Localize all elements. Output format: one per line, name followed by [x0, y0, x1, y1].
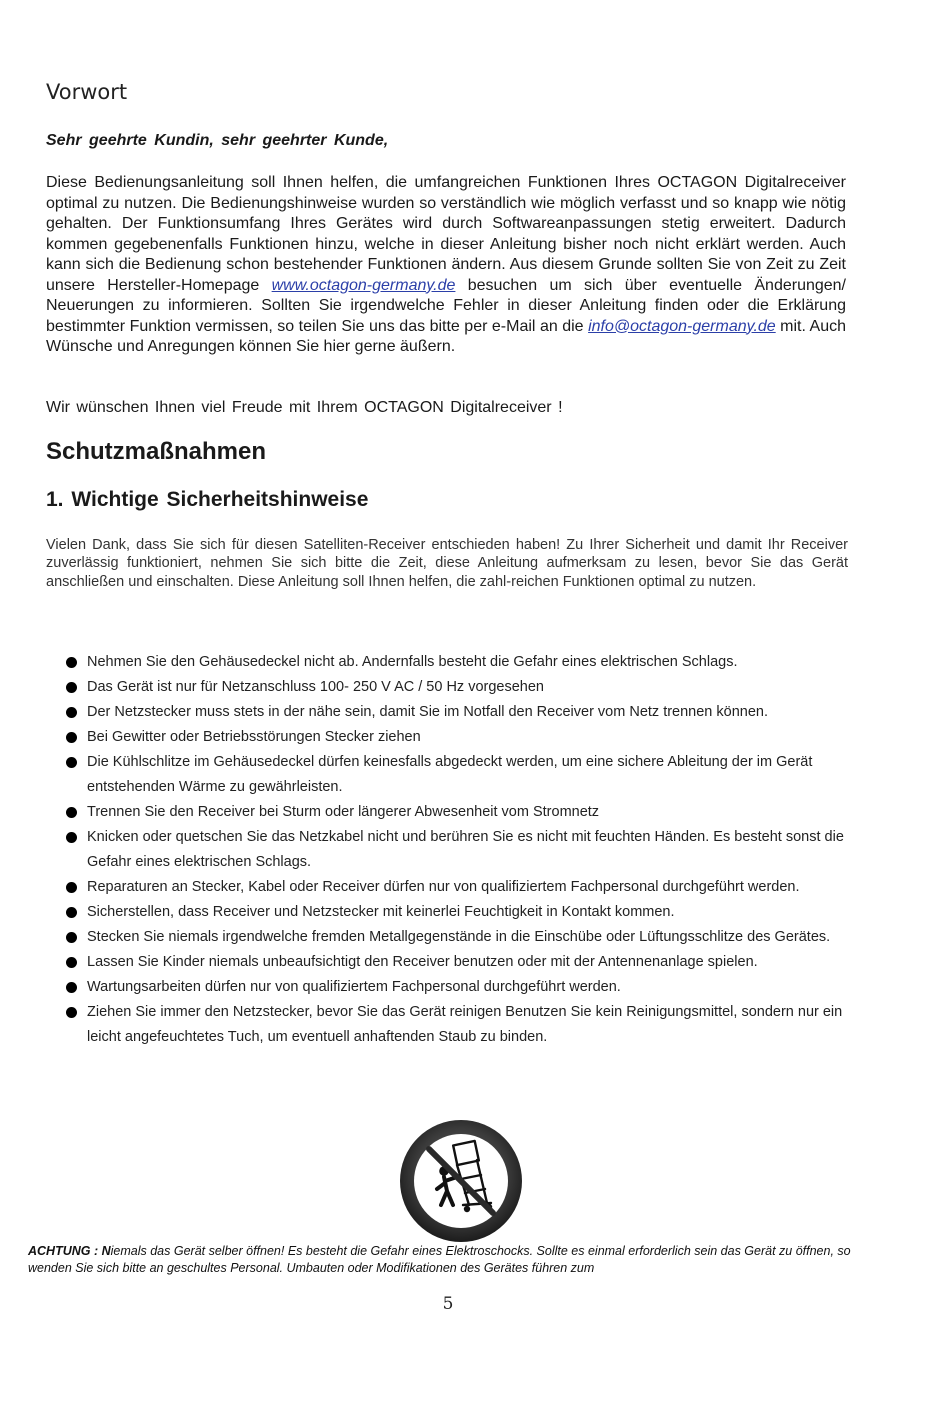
- email-link[interactable]: info@octagon-germany.de: [588, 317, 776, 335]
- bullet-icon: [66, 932, 77, 943]
- foreword-heading: Vorwort: [46, 80, 128, 104]
- bullet-icon: [66, 907, 77, 918]
- achtung-text: iemals das Gerät selber öffnen! Es besteht die Gefahr eines Elektroschocks. Sollte es einmal erforderlich sein das Gerät zu öffnen, so wenden Sie sich bitte an geschultes Personal. Umbauten oder Modifikationen des Gerätes führen zum: [28, 1244, 851, 1275]
- list-item: Nehmen Sie den Gehäusedeckel nicht ab. Andernfalls besteht die Gefahr eines elektrischen Schlags.: [60, 650, 855, 675]
- bullet-icon: [66, 732, 77, 743]
- list-item: Lassen Sie Kinder niemals unbeaufsichtigt den Receiver benutzen oder mit der Antennenanlage spielen.: [60, 950, 855, 975]
- list-item: Stecken Sie niemals irgendwelche fremden Metallgegenstände in die Einschübe oder Lüftungsschlitze des Gerätes.: [60, 925, 855, 950]
- intro-paragraph: [46, 173, 846, 358]
- thanks-paragraph: Vielen Dank, dass Sie sich für diesen Satelliten-Receiver entschieden haben! Zu Ihrer Sicherheit und damit Ihr Receiver zuverlässig funktioniert, nehmen Sie sich bitte die Zeit, diese Anleitung aufmerksam zu lesen, bevor Sie das Gerät anschließen und einschalten. Diese Anleitung soll Ihnen helfen, die zahl-reichen Funktionen optimal zu nutzen.: [46, 537, 848, 590]
- intro-text-1: Diese Bedienungsanleitung soll Ihnen helfen, die umfangreichen Funktionen Ihres OCTAGON Digitalreceiver optimal zu nutzen. Die Bedienungshinweise wurden so verständlich wie möglich verfasst und so knapp wie nötig gehalten. Der Funktionsumfang Ihres Gerätes wird durch Softwareanpassungen stetig erweitert. Dadurch kommen gegebenenfalls Funktionen hinzu, welche in dieser Anleitung bisher noch nicht erklärt werden. Auch kann sich die Bedienung schon bestehender Funktionen ändern. Aus diesem Grunde sollten Sie von Zeit zu Zeit unsere Hersteller-Homepage: [46, 174, 846, 294]
- salutation: Sehr geehrte Kundin, sehr geehrter Kunde,: [46, 132, 389, 149]
- intro-text-2: besuchen um sich über eventuelle Änderungen/ Neuerungen zu informieren. Sollten Sie irgendwelche Fehler in dieser Anleitung finden oder die Erklärung bestimmter Funktion vermissen, so teilen Sie uns das bitte per e-Mail an die: [46, 276, 847, 335]
- list-item: Reparaturen an Stecker, Kabel oder Receiver dürfen nur von qualifiziertem Fachpersonal durchgeführt werden.: [60, 875, 855, 900]
- bullet-icon: [66, 657, 77, 668]
- protection-heading: Schutzmaßnahmen: [46, 438, 267, 465]
- list-item: Trennen Sie den Receiver bei Sturm oder längerer Abwesenheit vom Stromnetz: [60, 800, 855, 825]
- bullet-icon: [66, 982, 77, 993]
- bullet-icon: [66, 707, 77, 718]
- intro-text-3: mit. Auch Wünsche und Anregungen können Sie hier gerne äußern.: [46, 317, 847, 355]
- bullet-icon: [66, 807, 77, 818]
- achtung-label: ACHTUNG : N: [28, 1244, 111, 1258]
- bullet-icon: [66, 957, 77, 968]
- page-number: 5: [442, 1294, 454, 1314]
- bullet-icon: [66, 1007, 77, 1018]
- list-item: Bei Gewitter oder Betriebsstörungen Stecker ziehen: [60, 725, 855, 750]
- list-item: Die Kühlschlitze im Gehäusedeckel dürfen keinesfalls abgedeckt werden, um eine sichere Ableitung der im Gerät entstehenden Wärme zu gewährleisten.: [60, 750, 855, 800]
- achtung-notice: [28, 1243, 858, 1277]
- list-item: Das Gerät ist nur für Netzanschluss 100- 250 V AC / 50 Hz vorgesehen: [60, 675, 855, 700]
- bullet-icon: [66, 832, 77, 843]
- cart-tipover-warning-icon: [399, 1119, 523, 1243]
- homepage-link[interactable]: www.octagon-germany.de: [271, 276, 456, 294]
- list-item: Der Netzstecker muss stets in der nähe sein, damit Sie im Notfall den Receiver vom Netz trennen können.: [60, 700, 855, 725]
- bullet-icon: [66, 682, 77, 693]
- bullet-icon: [66, 757, 77, 768]
- wish-line: Wir wünschen Ihnen viel Freude mit Ihrem OCTAGON Digitalreceiver !: [46, 399, 563, 416]
- list-item: Ziehen Sie immer den Netzstecker, bevor Sie das Gerät reinigen Benutzen Sie kein Reinigungsmittel, sondern nur ein leicht angefeuchtetes Tuch, um eventuell anhaftenden Staub zu binden.: [60, 1000, 855, 1050]
- safety-list: [60, 650, 855, 1050]
- bullet-icon: [66, 882, 77, 893]
- safety-subheading: 1. Wichtige Sicherheitshinweise: [46, 488, 369, 511]
- list-item: Wartungsarbeiten dürfen nur von qualifiziertem Fachpersonal durchgeführt werden.: [60, 975, 855, 1000]
- list-item: Sicherstellen, dass Receiver und Netzstecker mit keinerlei Feuchtigkeit in Kontakt kommen.: [60, 900, 855, 925]
- list-item: Knicken oder quetschen Sie das Netzkabel nicht und berühren Sie es nicht mit feuchten Händen. Es besteht sonst die Gefahr eines elektrischen Schlags.: [60, 825, 855, 875]
